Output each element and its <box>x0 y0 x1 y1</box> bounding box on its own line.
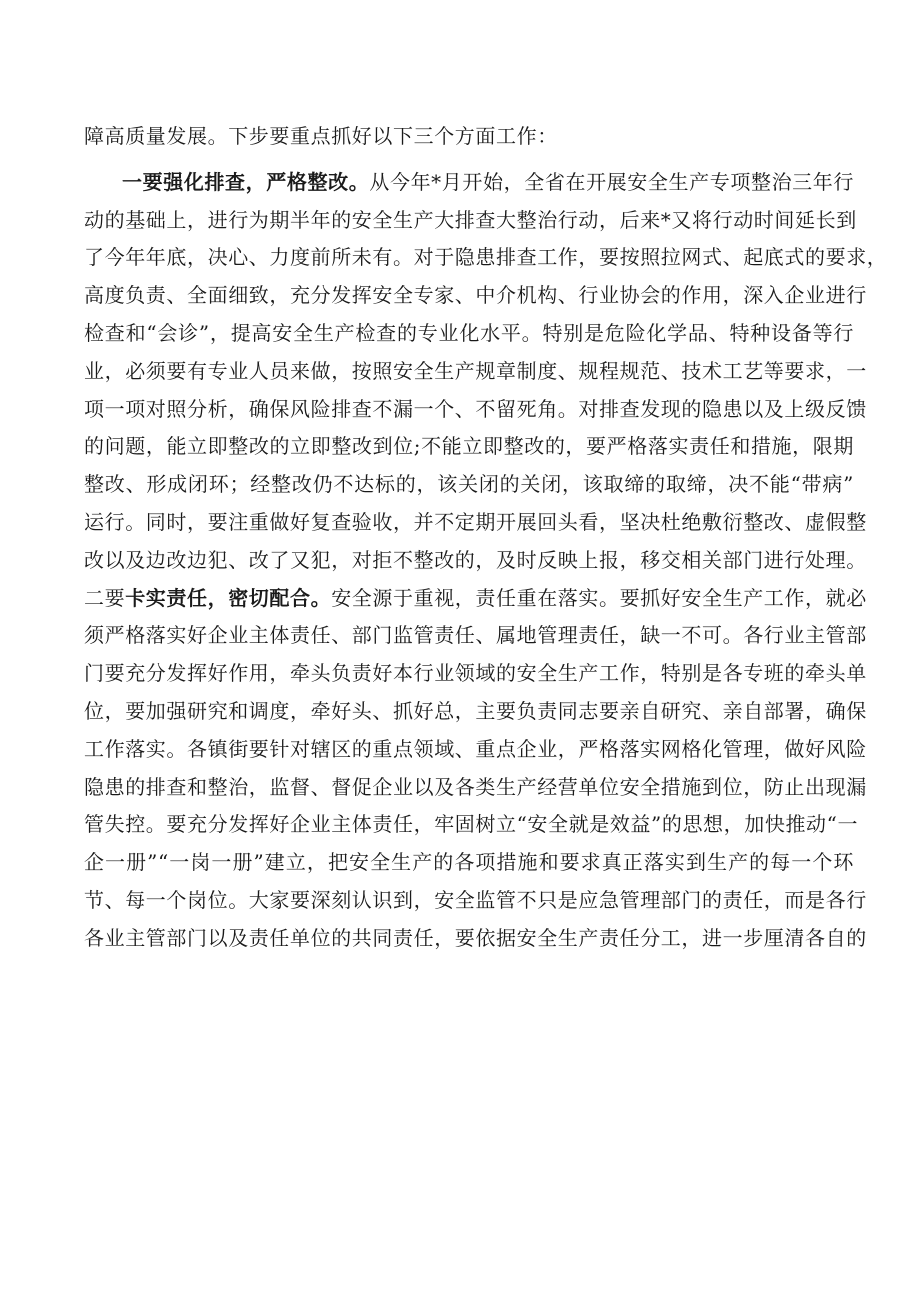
text-line <box>84 504 867 542</box>
text-segment: 隐患的排查和整治，监督、督促企业以及各类生产经营单位安全措施到位，防止出现漏 <box>84 774 867 799</box>
text-line <box>84 353 867 391</box>
document-body <box>84 118 888 958</box>
text-line <box>84 920 867 958</box>
text-segment: 工作落实。各镇街要针对辖区的重点领域、重点企业，严格落实网格化管理，做好风险 <box>84 736 867 761</box>
text-line <box>84 315 854 353</box>
text-line <box>84 731 867 769</box>
text-line <box>84 428 854 466</box>
text-segment: 运行。同时，要注重做好复查验收，并不定期开展回头看，坚决杜绝敷衍整改、虚假整 <box>84 509 867 534</box>
text-segment: 高度负责、全面细致，充分发挥安全专家、中介机构、行业协会的作用，深入企业进行 <box>84 283 867 308</box>
text-segment: 了今年年底，决心、力度前所未有。对于隐患排查工作，要按照拉网式、起底式的要求， <box>84 245 888 270</box>
text-segment: 门要充分发挥好作用，牵头负责好本行业领域的安全生产工作，特别是各专班的牵头单 <box>84 661 867 686</box>
text-segment: 的问题，能立即整改的立即整改到位;不能立即整改的，要严格落实责任和措施，限期 <box>84 434 854 459</box>
text-segment: 业，必须要有专业人员来做，按照安全生产规章制度、规程规范、技术工艺等要求，一 <box>84 358 867 383</box>
text-line <box>84 617 867 655</box>
text-segment: 位，要加强研究和调度，牵好头、抓好总，主要负责同志要亲自研究、亲自部署，确保 <box>84 698 867 723</box>
text-segment: 二要 <box>84 585 126 610</box>
text-line <box>84 693 867 731</box>
text-segment: 从今年*月开始，全省在开展安全生产专项整治三年行 <box>369 169 854 194</box>
text-segment: 企一册”“一岗一册”建立，把安全生产的各项措施和要求真正落实到生产的每一个环 <box>84 850 854 875</box>
text-line <box>84 806 859 844</box>
text-segment: 节、每一个岗位。大家要深刻认识到，安全监管不只是应急管理部门的责任，而是各行 <box>84 887 867 912</box>
text-segment: 检查和“会诊”，提高安全生产检查的专业化水平。特别是危险化学品、特种设备等行 <box>84 320 854 345</box>
text-segment: 整改、形成闭环；经整改仍不达标的，该关闭的关闭，该取缔的取缔，决不能“带病” <box>84 472 854 497</box>
text-line <box>84 769 867 807</box>
text-line <box>84 202 857 240</box>
text-segment: 项一项对照分析，确保风险排查不漏一个、不留死角。对排查发现的隐患以及上级反馈 <box>84 396 867 421</box>
text-line <box>84 118 854 156</box>
text-line <box>84 277 867 315</box>
text-line <box>84 882 867 920</box>
text-line <box>84 655 867 693</box>
text-line <box>84 239 888 277</box>
text-line <box>84 391 867 429</box>
text-line <box>84 580 867 618</box>
text-segment: 动的基础上，进行为期半年的安全生产大排查大整治行动，后来*又将行动时间延长到 <box>84 207 857 232</box>
text-segment: 各业主管部门以及责任单位的共同责任，要依据安全生产责任分工，进一步厘清各自的 <box>84 925 867 950</box>
text-segment: 安全源于重视，责任重在落实。要抓好安全生产工作，就必 <box>331 585 867 610</box>
text-line <box>84 844 854 882</box>
text-segment: 管失控。要充分发挥好企业主体责任，牢固树立“安全就是效益”的思想，加快推动“一 <box>84 812 859 837</box>
text-line <box>84 542 867 580</box>
bold-heading-segment: 一要强化排查，严格整改。 <box>122 169 370 194</box>
bold-heading-segment: 卡实责任，密切配合。 <box>125 585 332 610</box>
text-line <box>84 466 854 504</box>
text-segment: 障高质量发展。下步要重点抓好以下三个方面工作： <box>84 124 558 148</box>
text-segment: 须严格落实好企业主体责任、部门监管责任、属地管理责任，缺一不可。各行业主管部 <box>84 623 867 648</box>
text-segment: 改以及边改边犯、改了又犯，对拒不整改的，及时反映上报，移交相关部门进行处理。 <box>84 547 867 572</box>
text-line <box>84 164 854 202</box>
